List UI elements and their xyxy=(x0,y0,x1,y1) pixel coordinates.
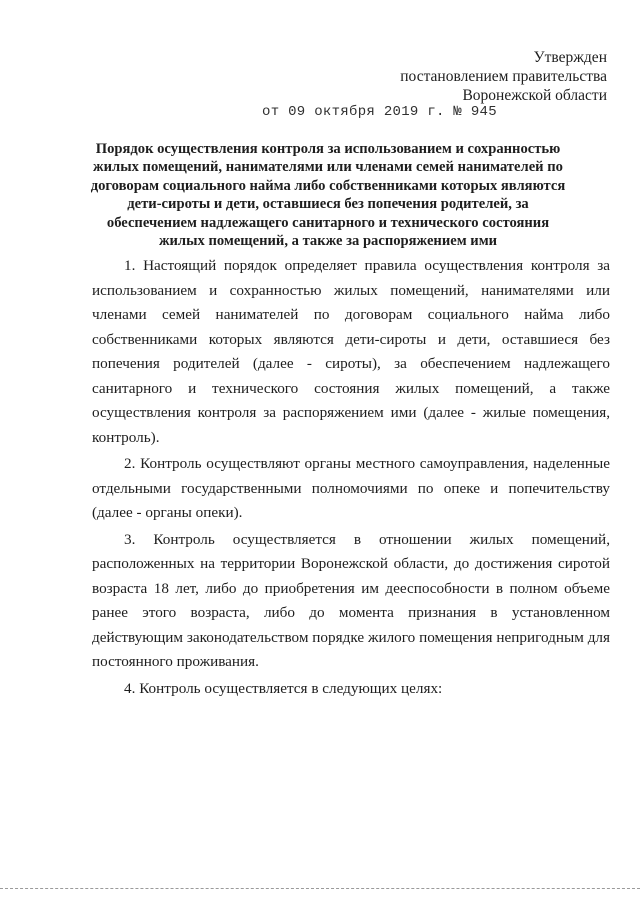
scan-edge-line xyxy=(0,888,640,889)
approval-line-resolution: постановлением правительства xyxy=(400,68,607,85)
paragraph-2: 2. Контроль осуществляют органы местного самоуправления, наделенные отдельными государственными полномочиями по опеке и попечительству (далее - органы опеки). xyxy=(92,455,610,521)
approval-line-approved: Утвержден xyxy=(533,49,607,66)
paragraph-3: 3. Контроль осуществляется в отношении жилых помещений, расположенных на территории Воронежской области, до достижения сиротой возраста 18 лет, либо до приобретения им дееспособности в полном объеме ранее этого возраста, либо до момента признания в установленном действующим законодательством порядке жилого помещения непригодным для постоянного проживания. xyxy=(92,530,610,670)
approval-line-region: Воронежской области xyxy=(462,87,607,104)
approval-date-stamp: от 09 октября 2019 г. № 945 xyxy=(262,104,497,120)
approval-block xyxy=(400,48,607,105)
paragraph-4: 4. Контроль осуществляется в следующих целях: xyxy=(124,679,443,697)
document-body xyxy=(92,254,610,701)
paragraph-1: 1. Настоящий порядок определяет правила осуществления контроля за использованием и сохранностью жилых помещений, нанимателями или членами семей нанимателей по договорам социального найма либо собственниками которых являются дети-сироты и дети, оставшиеся без попечения родителей (далее - сироты), за обеспечением надлежащего санитарного и технического состояния жилых помещений, а также осуществления контроля за распоряжением ими (далее - жилые помещения, контроль). xyxy=(92,257,610,446)
document-title: Порядок осуществления контроля за использованием и сохранностью жилых помещений, нанимателями или членами семей нанимателей по договорам социального найма либо собственниками которых являются дети-сироты и дети, оставшиеся без попечения родителей, за обеспечением надлежащего санитарного и технического состояния жилых помещений, а также за распоряжением ими xyxy=(90,141,566,250)
